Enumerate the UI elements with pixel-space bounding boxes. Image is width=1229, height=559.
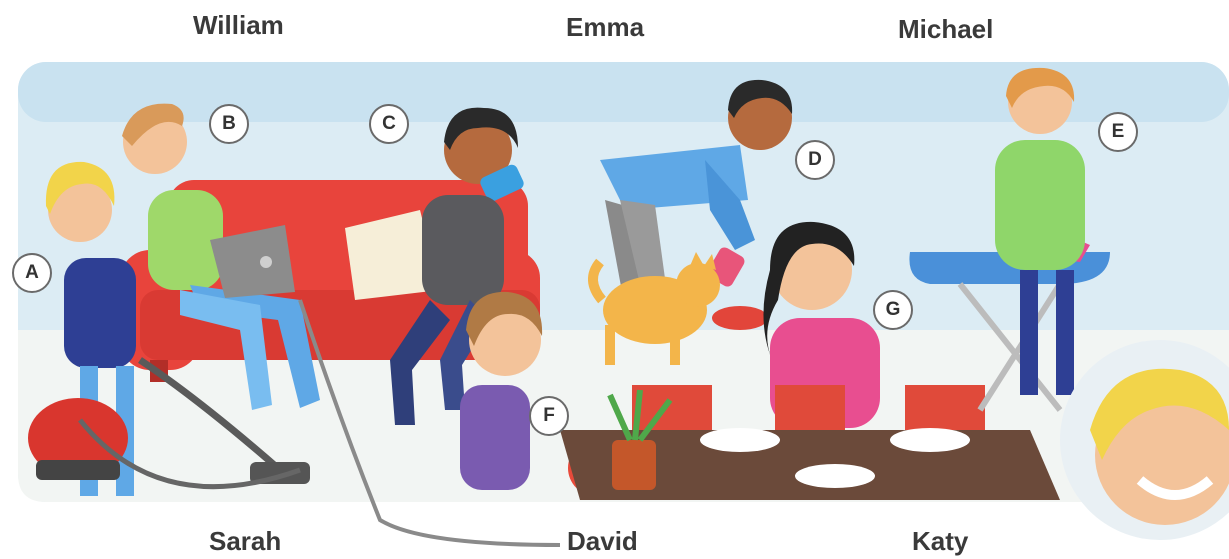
- name-katy: Katy: [912, 526, 969, 556]
- name-david: David: [567, 526, 638, 556]
- name-sarah: Sarah: [209, 526, 282, 556]
- label-d: D: [795, 140, 835, 180]
- name-emma: Emma: [566, 12, 645, 42]
- label-g: G: [873, 290, 913, 330]
- name-michael: Michael: [898, 14, 994, 44]
- label-e: E: [1098, 112, 1138, 152]
- label-c: C: [369, 104, 409, 144]
- pet-food-bowl: [712, 306, 768, 330]
- label-a: A: [12, 253, 52, 293]
- name-william: William: [193, 10, 284, 40]
- label-f: F: [529, 396, 569, 436]
- label-b: B: [209, 104, 249, 144]
